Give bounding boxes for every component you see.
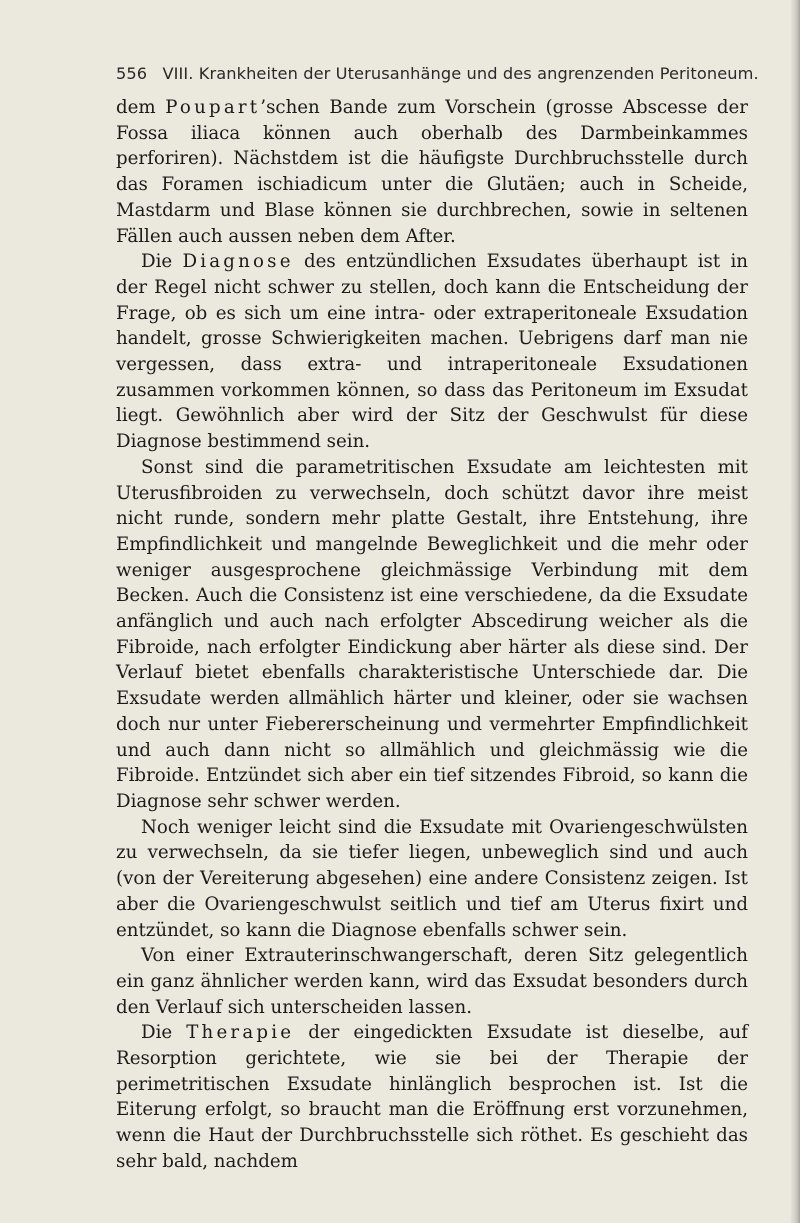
- paragraph-1-text: ’schen Bande zum Vorschein (grosse Abscesse der Fossa iliaca können auch oberhalb des Darmbeinkammes perforiren). Nächstdem ist die häufigste Durchbruchsstelle durch das Foramen ischiadicum unter die Glutäen; auch in Scheide, Mastdarm und Blase können sie durchbrechen, sowie in seltenen Fällen auch aussen neben dem After.: [116, 97, 749, 247]
- running-header: [116, 64, 776, 83]
- paragraph-5: Von einer Extrauterinschwangerschaft, deren Sitz gelegentlich ein ganz ähnlicher werden kann, wird das Exsudat besonders durch den Verlauf sich unterscheiden lassen.: [116, 945, 748, 1018]
- running-title: VIII. Krankheiten der Uterusanhänge und des angrenzenden Peritoneum.: [162, 64, 759, 83]
- page-number: 556: [116, 64, 148, 83]
- paragraph-2-text: des entzündlichen Exsudates überhaupt ist in der Regel nicht schwer zu stellen, doch kann die Entscheidung der Frage, ob es sich um eine intra- oder extraperitoneale Exsudation handelt, grosse Schwierigkeiten machen. Uebrigens darf man nie vergessen, dass extra- und intraperitoneale Exsudationen zusammen vorkommen können, so dass das Peritoneum im Exsudat liegt. Gewöhnlich aber wird der Sitz der Geschwulst für diese Diagnose bestimmend sein.: [116, 251, 748, 453]
- paragraph-1-lead: dem: [116, 97, 166, 118]
- emphasis-diagnose: Diagnose: [182, 251, 294, 273]
- emphasis-poupart: Poupart: [165, 97, 261, 118]
- paragraph-6-lead: Die: [141, 1022, 187, 1044]
- paragraph-1: [116, 95, 748, 249]
- paragraph-4: Noch weniger leicht sind die Exsudate mit Ovariengeschwülsten zu verwechseln, da sie tiefer liegen, unbeweglich sind und auch (von der Vereiterung abgesehen) eine andere Consistenz zeigen. Ist aber die Ovariengeschwulst seitlich und tief am Uterus fixirt und entzündet, so kann die Diagnose ebenfalls schwer sein.: [116, 816, 748, 941]
- paragraph-2-lead: Die: [141, 251, 183, 273]
- emphasis-therapie: Therapie: [186, 1022, 295, 1044]
- page-edge-shadow: [790, 0, 800, 1223]
- paragraph-2: [116, 249, 748, 455]
- body-text: [116, 95, 748, 1175]
- paragraph-6: [116, 1020, 748, 1174]
- paragraph-6-text: der eingedickten Exsudate ist dieselbe, auf Resorption gerichtete, wie sie bei der Therapie der perimetritischen Exsudate hinlänglich besprochen ist. Ist die Eiterung erfolgt, so braucht man die Eröffnung erst vorzunehmen, wenn die Haut der Durchbruchsstelle sich röthet. Es geschieht das sehr bald, nachdem: [116, 1022, 748, 1172]
- paragraph-3: Sonst sind die parametritischen Exsudate am leichtesten mit Uterusfibroiden zu verwechseln, doch schützt davor ihre meist nicht runde, sondern mehr platte Gestalt, ihre Entstehung, ihre Empfindlichkeit und mangelnde Beweglichkeit und die mehr oder weniger ausgesprochene gleichmässige Verbindung mit dem Becken. Auch die Consistenz ist eine verschiedene, da die Exsudate anfänglich und auch nach erfolgter Abscedirung weicher als die Fibroide, nach erfolgter Eindickung aber härter als diese sind. Der Verlauf bietet ebenfalls charakteristische Unterschiede dar. Die Exsudate werden allmählich härter und kleiner, oder sie wachsen doch nur unter Fiebererscheinung und vermehrter Empfindlichkeit und auch dann nicht so allmählich und gleichmässig wie die Fibroide. Entzündet sich aber ein tief sitzendes Fibroid, so kann die Diagnose sehr schwer werden.: [116, 456, 748, 812]
